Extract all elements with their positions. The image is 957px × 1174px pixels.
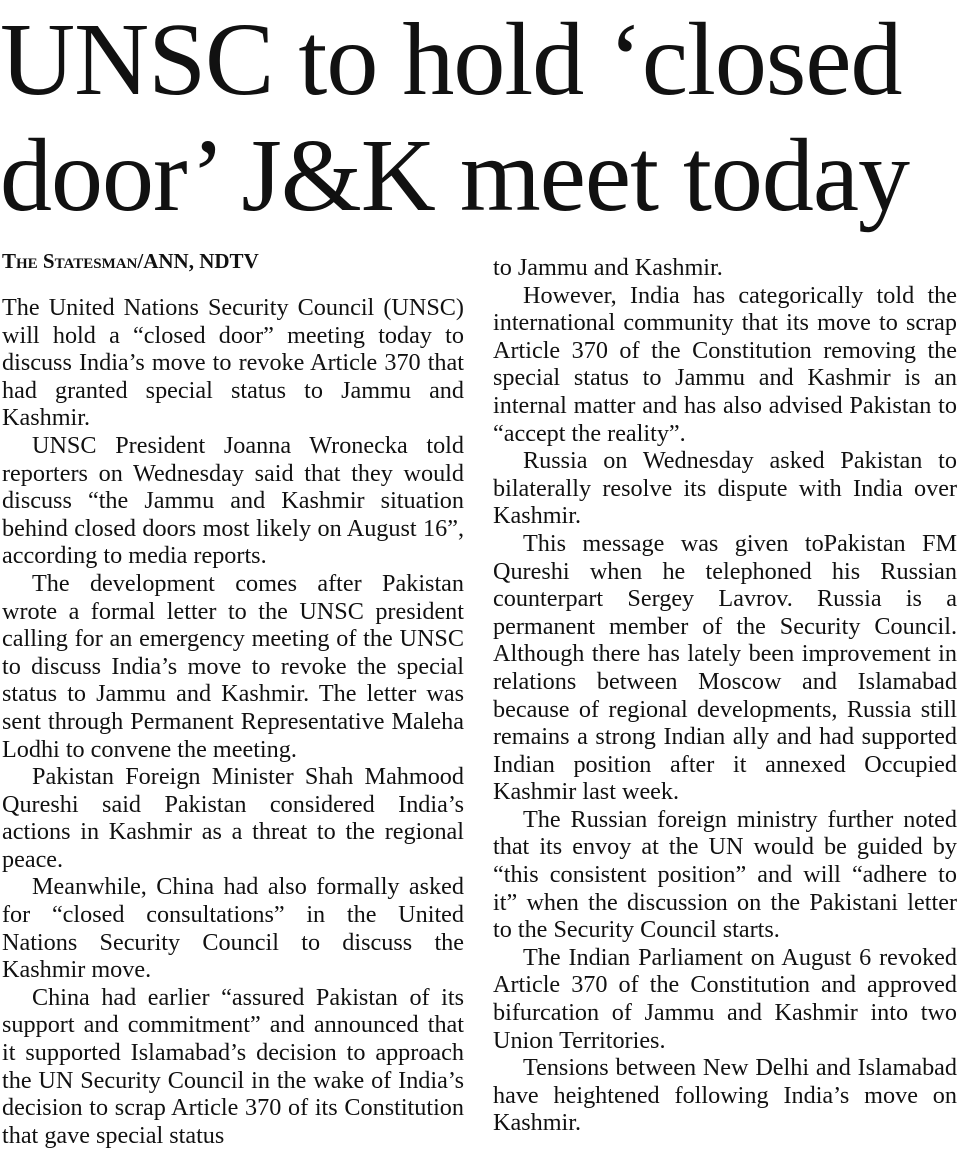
- paragraph: The Indian Parliament on August 6 revoked Article 370 of the Constitution and approved bifurcation of Jammu and Kashmir into two Union Territories.: [493, 943, 957, 1054]
- paragraph: The Russian foreign ministry further noted that its envoy at the UN would be guided by “this consistent position” and will “adhere to it” when the discussion on the Pakistani letter to the Security Council starts.: [493, 805, 957, 944]
- paragraph: Meanwhile, China had also formally asked for “closed consultations” in the United Nations Security Council to discuss the Kashmir move.: [2, 873, 464, 984]
- paragraph: UNSC President Joanna Wronecka told reporters on Wednesday said that they would discuss “the Jammu and Kashmir situation behind closed doors most likely on August 16”, according to media reports.: [2, 431, 464, 570]
- paragraph: The development comes after Pakistan wrote a formal letter to the UNSC president calling for an emergency meeting of the UNSC to discuss India’s move to revoke the special status to Jammu and Kashmir. The letter was sent through Permanent Representative Maleha Lodhi to convene the meeting.: [2, 569, 464, 763]
- paragraph: However, India has categorically told the international community that its move to scrap Article 370 of the Constitution removing the special status to Jammu and Kashmir is an internal matter and has also advised Pakistan to “accept the reality”.: [493, 281, 957, 447]
- paragraph: The United Nations Security Council (UNSC) will hold a “closed door” meeting today to discuss India’s move to revoke Article 370 that had granted special status to Jammu and Kashmir.: [2, 294, 464, 432]
- article-column-left: [2, 294, 464, 1149]
- paragraph: China had earlier “assured Pakistan of its support and commitment” and announced that it supported Islamabad’s decision to approach the UN Security Council in the wake of India’s decision to scrap Article 370 of its Constitution that gave special status: [2, 983, 464, 1149]
- paragraph: Tensions between New Delhi and Islamabad have heightened following India’s move on Kashmir.: [493, 1054, 957, 1137]
- headline-line-1: UNSC to hold ‘closed: [0, 2, 902, 117]
- headline: [0, 2, 957, 234]
- article-column-right: [493, 254, 957, 1137]
- byline: The Statesman/ANN, NDTV: [2, 249, 259, 273]
- paragraph: Russia on Wednesday asked Pakistan to bilaterally resolve its dispute with India over Kashmir.: [493, 447, 957, 530]
- paragraph: This message was given toPakistan FM Qureshi when he telephoned his Russian counterpart Sergey Lavrov. Russia is a permanent member of the Security Council. Although there has lately been improvement in relations between Moscow and Islamabad because of regional developments, Russia still remains a strong Indian ally and had supported Indian position after it annexed Occupied Kashmir last week.: [493, 529, 957, 806]
- paragraph: Pakistan Foreign Minister Shah Mahmood Qureshi said Pakistan considered India’s actions in Kashmir as a threat to the regional peace.: [2, 763, 464, 873]
- paragraph-continued: to Jammu and Kashmir.: [493, 254, 723, 281]
- headline-line-2: door’ J&K meet today: [0, 118, 910, 233]
